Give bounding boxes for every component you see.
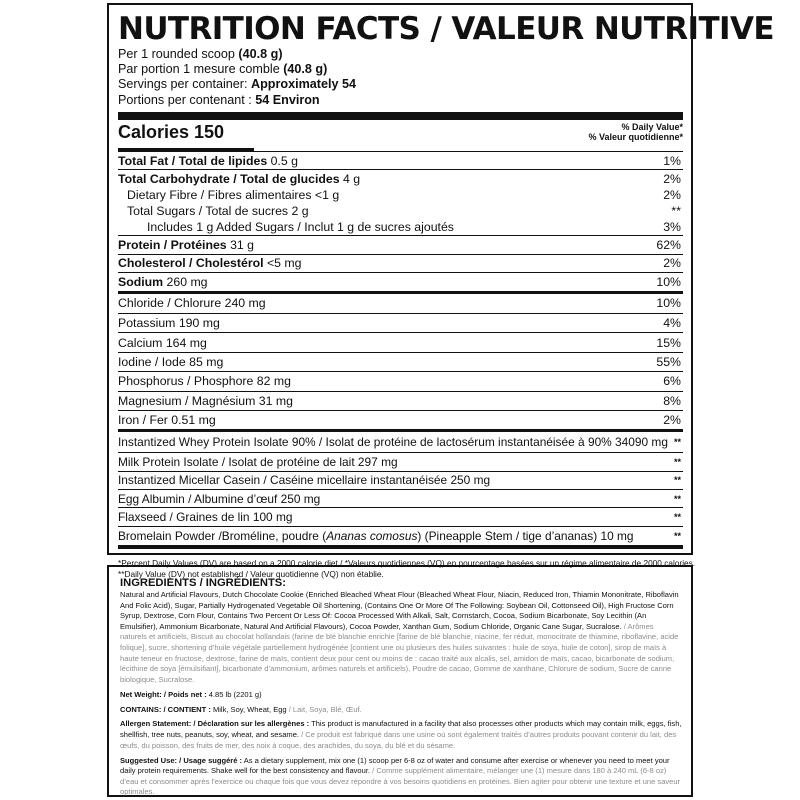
net-weight: Net Weight: / Poids net : 4.85 lb (2201 g) — [120, 689, 262, 699]
allergen-statement: Allergen Statement: / Déclaration sur les allergènes : This product is manufactured in a facility that also processes other products which may contain milk, eggs, fish, shellfish, tree nuts, peanuts, soy, wheat, and sesame. / Ce produit est fabriqué dans une usine où sont également traités d’autres produits pouvant contenir du lait, des œufs, du poisson, des fruits de mer, des noix à coque, des arachides, du soya, du blé et du sésame. — [120, 719, 682, 750]
calories-row — [118, 120, 683, 148]
ingredient-row: Instantized Whey Protein Isolate 90% / Isolat de protéine de lactosérum instantanéisée à 90% 34090 mg ** — [118, 435, 681, 450]
mineral-row: Iodine / Iode 85 mg 55% — [118, 352, 683, 371]
suggested-use: Suggested Use: / Usage suggéré : As a dietary supplement, mix one (1) scoop per 6-8 oz of water and consume after exercise or whenever you need to meet your daily protein requirements. Shake well for the best consistency and flavour. / Comme supplément alimentaire, mélanger une (1) mesure dans 180 à 240 mL (6-8 oz) d’eau et consommer après l’exercice ou chaque fois que vous devez répondre à vos besoins quotidiens en protéines. Bien agiter pour obtenir une texture et une saveur optimales. — [120, 755, 681, 797]
nutrient-row: Dietary Fibre / Fibres alimentaires <1 g 2% — [127, 188, 681, 203]
serving-line: Per 1 rounded scoop (40.8 g) — [118, 47, 283, 61]
ingredient-row: Egg Albumin / Albumine d’œuf 250 mg ** — [118, 489, 683, 507]
nutrient-row: Total Fat / Total de lipides 0.5 g 1% — [118, 151, 683, 169]
mineral-row: Calcium 164 mg 15% — [118, 332, 683, 351]
mineral-rows — [118, 294, 683, 430]
nutrient-row: Protein / Protéines 31 g 62% — [118, 235, 683, 253]
contains-statement: CONTAINS: / CONTIENT : Milk, Soy, Wheat, Egg / Lait, Soya, Blé, Œuf. — [120, 704, 362, 714]
nutrient-row: Total Sugars / Total de sucres 2 g ** — [127, 203, 681, 218]
ingredient-row: Milk Protein Isolate / Isolat de protéine de lait 297 mg ** — [118, 452, 683, 470]
footnote-not-established: **Daily Value (DV) not established / Valeur quotidienne (VQ) non établie. — [118, 569, 384, 580]
nutrient-row: Sodium 260 mg 10% — [118, 272, 683, 290]
thick-divider — [118, 112, 683, 120]
ingredient-row: Instantized Micellar Casein / Caséine micellaire instantanéisée 250 mg ** — [118, 471, 683, 489]
daily-value-header: % Daily Value* % Valeur quotidienne* — [588, 121, 683, 143]
nutrient-row: Includes 1 g Added Sugars / Inclut 1 g de sucres ajoutés 3% — [147, 220, 681, 235]
serving-line: Portions per contenant : 54 Environ — [118, 92, 320, 107]
mineral-row: Magnesium / Magnésium 31 mg 8% — [118, 391, 683, 410]
ingredients-panel — [107, 565, 693, 797]
ingredients-title: INGREDIENTS / INGRÉDIENTS: — [120, 577, 286, 589]
serving-line: Servings per container: Approximately 54 — [118, 77, 357, 92]
mineral-row: Potassium 190 mg 4% — [118, 313, 683, 332]
serving-line: Par portion 1 mesure comble (40.8 g) — [118, 62, 328, 77]
ingredient-row: Bromelain Powder /Broméline, poudre (Ananas comosus) (Pineapple Stem / tige d’ananas) 10 mg ** — [118, 526, 683, 544]
mineral-row: Iron / Fer 0.51 mg 2% — [118, 410, 683, 429]
footnote-dv: *Percent Daily Values (DV) are based on a 2000 calorie diet / *Valeurs quotidiennes (VQ) en pourcentage basées sur un régime alimentaire de 2000 calories. — [118, 558, 696, 569]
mineral-row: Chloride / Chlorure 240 mg 10% — [118, 296, 681, 311]
nutrition-title: NUTRITION FACTS / VALEUR NUTRITIVE — [118, 11, 774, 47]
ingredient-rows — [118, 432, 683, 544]
nutrient-row: Cholesterol / Cholestérol <5 mg 2% — [118, 254, 683, 272]
mineral-row: Phosphorus / Phosphore 82 mg 6% — [118, 371, 683, 390]
serving-info — [118, 47, 683, 108]
ingredients-text: Natural and Artificial Flavours, Dutch Chocolate Cookie (Enriched Bleached Wheat Flour (Bleached Wheat Flour, Niacin, Reduced Iron, Thiamin Mononitrate, Riboflavin And Folic Acid), Sugar, Partially Hydrogenated Vegetable Oil Shortening, (Contains One Or More Of The Following: Soybean Oil, Cottonseed Oil), High Fructose Corn Syrup, Dextrose, Corn Flour, Contains Two Percent Or Less Of: Cocoa Processed With Alkali, Salt, Cornstarch, Cocoa, Sodium Bicarbonate, Soy Lecithin (An Emulsifier), Ammonium Bicarbonate, Natural And Artificial Flavours), Cocoa Powder, Xanthan Gum, Sodium Chloride, Organic Cane Sugar, Sucralose. / Arômes naturels et artificiels, Biscuit au chocolat hollandais (farine de blé blanchie enrichie [farine de blé blanchie, niacine, fer réduit, monocitrate de thiamine, riboflavine, acide folique], sucre, shortening d’huile végétale partiellement hydrogénée [contient une ou plusieurs des huiles suivantes : huile de soya, huile de coton], sirop de maïs à haute teneur en fructose, dextrose, farine de maïs, contient deux pour cent ou moins de : cacao traité aux alcalis, sel, amidon de maïs, cacao, bicarbonate de sodium, lécithine de soya [émulsifiant], bicarbonate d’ammonium, arômes naturels et artificiels), Poudre de cacao, Gomme de xanthane, Chlorure de sodium, Sucre de canne biologique, Sucralose. — [120, 590, 679, 684]
ingredient-row: Flaxseed / Graines de lin 100 mg ** — [118, 507, 683, 525]
nutrient-row: Total Carbohydrate / Total de glucides 4 g 2% — [118, 169, 683, 187]
nutrient-rows — [118, 151, 683, 291]
nutrition-facts-panel — [107, 3, 774, 580]
calories-label: Calories 150 — [118, 121, 225, 142]
